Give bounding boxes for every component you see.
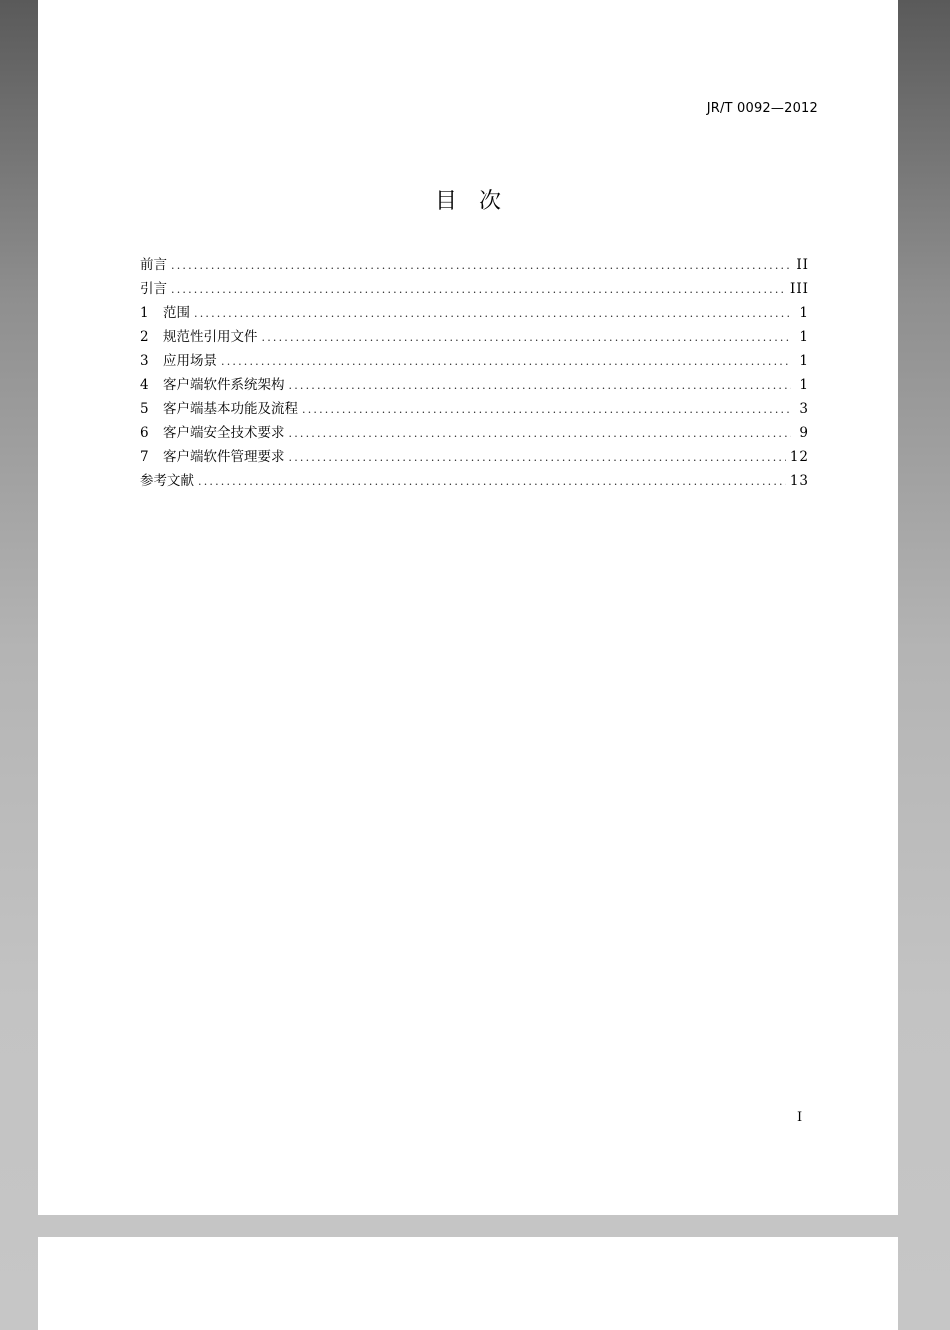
toc-leader-dots	[302, 398, 791, 422]
document-page	[38, 0, 898, 1215]
toc-entry-number: 4	[140, 377, 149, 393]
toc-entry-page: 1	[799, 329, 809, 345]
toc-entry-page: II	[796, 257, 809, 273]
toc-leader-dots	[194, 302, 791, 326]
toc-entry-number: 1	[140, 305, 149, 321]
toc-entry-number: 2	[140, 329, 149, 345]
table-of-contents	[140, 253, 809, 493]
toc-entry-page: 9	[799, 425, 809, 441]
toc-entry-label: 客户端基本功能及流程	[163, 401, 298, 417]
toc-entry-management-requirements[interactable]	[140, 445, 809, 469]
toc-entry-normative-references[interactable]	[140, 325, 809, 349]
toc-entry-label: 应用场景	[163, 353, 217, 369]
toc-leader-dots	[289, 446, 786, 470]
page-number: I	[797, 1110, 803, 1125]
toc-entry-label: 规范性引用文件	[163, 329, 258, 345]
toc-entry-label: 范围	[163, 305, 190, 321]
toc-entry-basic-functions[interactable]	[140, 397, 809, 421]
toc-entry-application-scenarios[interactable]	[140, 349, 809, 373]
toc-entry-label: 客户端安全技术要求	[163, 425, 285, 441]
toc-leader-dots	[289, 422, 792, 446]
toc-leader-dots	[198, 470, 786, 494]
toc-entry-number: 6	[140, 425, 149, 441]
toc-entry-bibliography[interactable]	[140, 469, 809, 493]
toc-entry-client-architecture[interactable]	[140, 373, 809, 397]
toc-entry-page: 1	[799, 377, 809, 393]
toc-entry-scope[interactable]	[140, 301, 809, 325]
document-code: JR/T 0092—2012	[706, 101, 818, 116]
toc-entry-introduction[interactable]	[140, 277, 809, 301]
toc-entry-label: 参考文献	[140, 473, 194, 489]
toc-entry-page: III	[790, 281, 809, 297]
toc-entry-foreword[interactable]	[140, 253, 809, 277]
toc-entry-page: 12	[789, 449, 809, 465]
toc-entry-label: 前言	[140, 257, 167, 273]
toc-entry-label: 客户端软件系统架构	[163, 377, 285, 393]
toc-entry-number: 7	[140, 449, 149, 465]
toc-leader-dots	[289, 374, 792, 398]
toc-entry-number: 5	[140, 401, 149, 417]
toc-entry-page: 3	[799, 401, 809, 417]
toc-entry-page: 1	[799, 305, 809, 321]
toc-entry-label: 客户端软件管理要求	[163, 449, 285, 465]
toc-leader-dots	[262, 326, 792, 350]
toc-leader-dots	[171, 254, 791, 278]
toc-leader-dots	[171, 278, 786, 302]
toc-entry-label: 引言	[140, 281, 167, 297]
toc-leader-dots	[221, 350, 791, 374]
next-document-page	[38, 1237, 898, 1330]
toc-entry-page: 1	[799, 353, 809, 369]
toc-title: 目次	[434, 189, 523, 214]
toc-entry-security-requirements[interactable]	[140, 421, 809, 445]
toc-entry-number: 3	[140, 353, 149, 369]
toc-entry-page: 13	[789, 473, 809, 489]
